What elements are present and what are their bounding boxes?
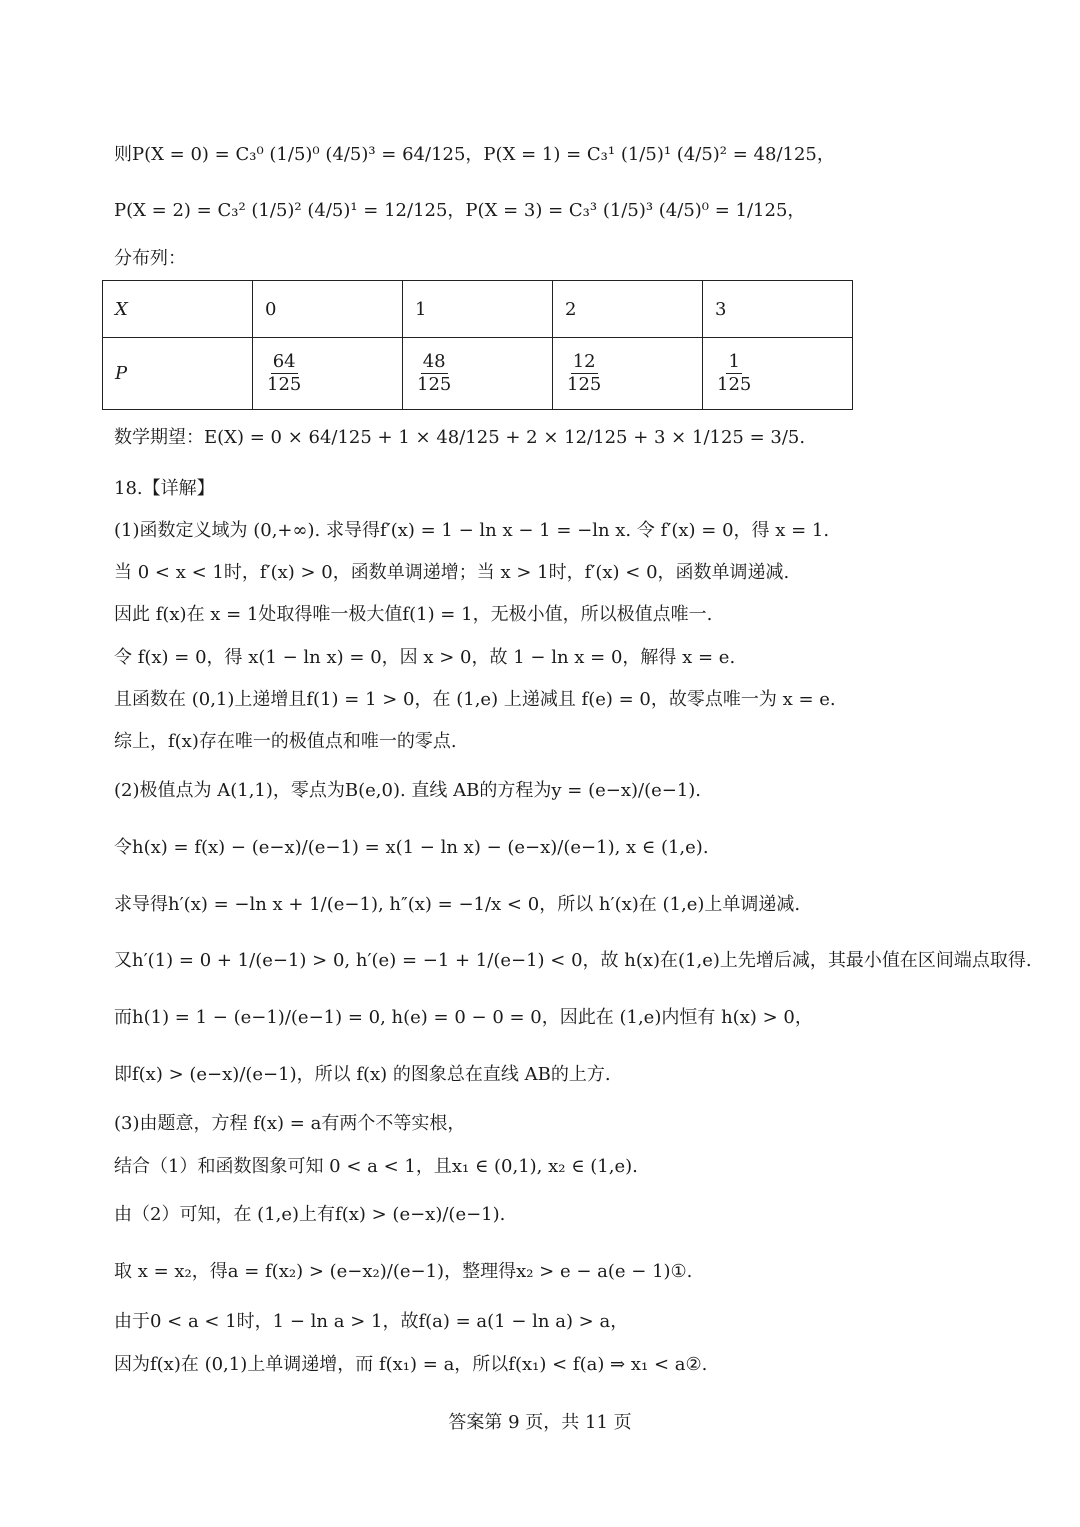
fraction-denominator: 125 xyxy=(717,374,752,395)
table-cell xyxy=(553,338,703,410)
distribution-table xyxy=(102,280,853,410)
table-row xyxy=(103,281,853,338)
solution-line: 因为f(x)在 (0,1)上单调递增，而 f(x₁) = a，所以f(x₁) < f(a) ⇒ x₁ < a②. xyxy=(114,1354,708,1375)
table-cell xyxy=(403,338,553,410)
table-cell xyxy=(703,338,853,410)
fraction-numerator: 48 xyxy=(422,351,446,372)
solution-line: 令h(x) = f(x) − (e−x)/(e−1) = x(1 − ln x) − (e−x)/(e−1), x ∈ (1,e). xyxy=(114,837,709,858)
solution-line: 又h′(1) = 0 + 1/(e−1) > 0, h′(e) = −1 + 1/(e−1) < 0，故 h(x)在(1,e)上先增后减，其最小值在区间端点取得. xyxy=(114,950,1032,971)
fraction-numerator: 64 xyxy=(272,351,296,372)
solution-line: 当 0 < x < 1时，f′(x) > 0，函数单调递增；当 x > 1时，f′(x) < 0，函数单调递减. xyxy=(114,562,790,583)
fraction-denominator: 125 xyxy=(417,374,452,395)
solution-line: (1)函数定义域为 (0,+∞). 求导得f′(x) = 1 − ln x − 1 = −ln x. 令 f′(x) = 0，得 x = 1. xyxy=(114,520,830,541)
table-cell xyxy=(253,338,403,410)
table-header-cell: X xyxy=(103,281,253,338)
table-header-cell: 2 xyxy=(553,281,703,338)
fraction-denominator: 125 xyxy=(267,374,302,395)
fraction xyxy=(715,351,753,396)
prob-line-1: 则P(X = 0) = C₃⁰ (1/5)⁰ (4/5)³ = 64/125，P(X = 1) = C₃¹ (1/5)¹ (4/5)² = 48/125， xyxy=(114,144,835,165)
solution-line: 由（2）可知，在 (1,e)上有f(x) > (e−x)/(e−1). xyxy=(114,1204,506,1225)
fraction-denominator: 125 xyxy=(567,374,602,395)
solution-line: (3)由题意，方程 f(x) = a有两个不等实根， xyxy=(114,1113,466,1134)
fraction xyxy=(265,351,303,396)
solution-line: 取 x = x₂，得a = f(x₂) > (e−x₂)/(e−1)，整理得x₂ > e − a(e − 1)①. xyxy=(114,1261,693,1282)
solution-line: 综上，f(x)存在唯一的极值点和唯一的零点. xyxy=(114,731,457,752)
distribution-label: 分布列： xyxy=(114,248,186,269)
table-row-label: P xyxy=(103,338,253,410)
fraction xyxy=(565,351,603,396)
solution-line: 令 f(x) = 0，得 x(1 − ln x) = 0，因 x > 0，故 1 − ln x = 0，解得 x = e. xyxy=(114,647,736,668)
solution-line: (2)极值点为 A(1,1)，零点为B(e,0). 直线 AB的方程为y = (e−x)/(e−1). xyxy=(114,780,702,801)
fraction-numerator: 1 xyxy=(728,351,740,372)
table-row xyxy=(103,338,853,410)
page-footer: 答案第 9 页，共 11 页 xyxy=(448,1412,632,1433)
expectation-line: 数学期望：E(X) = 0 × 64/125 + 1 × 48/125 + 2 × 12/125 + 3 × 1/125 = 3/5. xyxy=(114,427,806,448)
fraction xyxy=(415,351,453,396)
solution-line: 结合（1）和函数图象可知 0 < a < 1，且x₁ ∈ (0,1), x₂ ∈ (1,e). xyxy=(114,1156,638,1177)
prob-line-2: P(X = 2) = C₃² (1/5)² (4/5)¹ = 12/125，P(X = 3) = C₃³ (1/5)³ (4/5)⁰ = 1/125， xyxy=(114,200,806,221)
solution-line: 即f(x) > (e−x)/(e−1)，所以 f(x) 的图象总在直线 AB的上方. xyxy=(114,1064,611,1085)
fraction-numerator: 12 xyxy=(572,351,596,372)
section-heading: 18.【详解】 xyxy=(114,478,215,499)
solution-line: 且函数在 (0,1)上递增且f(1) = 1 > 0，在 (1,e) 上递减且 f(e) = 0，故零点唯一为 x = e. xyxy=(114,689,836,710)
solution-line: 由于0 < a < 1时，1 − ln a > 1，故f(a) = a(1 − ln a) > a， xyxy=(114,1311,629,1332)
solution-line: 而h(1) = 1 − (e−1)/(e−1) = 0, h(e) = 0 − 0 = 0，因此在 (1,e)内恒有 h(x) > 0， xyxy=(114,1007,813,1028)
solution-line: 求导得h′(x) = −ln x + 1/(e−1), h″(x) = −1/x < 0，所以 h′(x)在 (1,e)上单调递减. xyxy=(114,894,801,915)
solution-line: 因此 f(x)在 x = 1处取得唯一极大值f(1) = 1，无极小值，所以极值点唯一. xyxy=(114,604,713,625)
table-header-cell: 0 xyxy=(253,281,403,338)
table-header-cell: 3 xyxy=(703,281,853,338)
table-header-cell: 1 xyxy=(403,281,553,338)
